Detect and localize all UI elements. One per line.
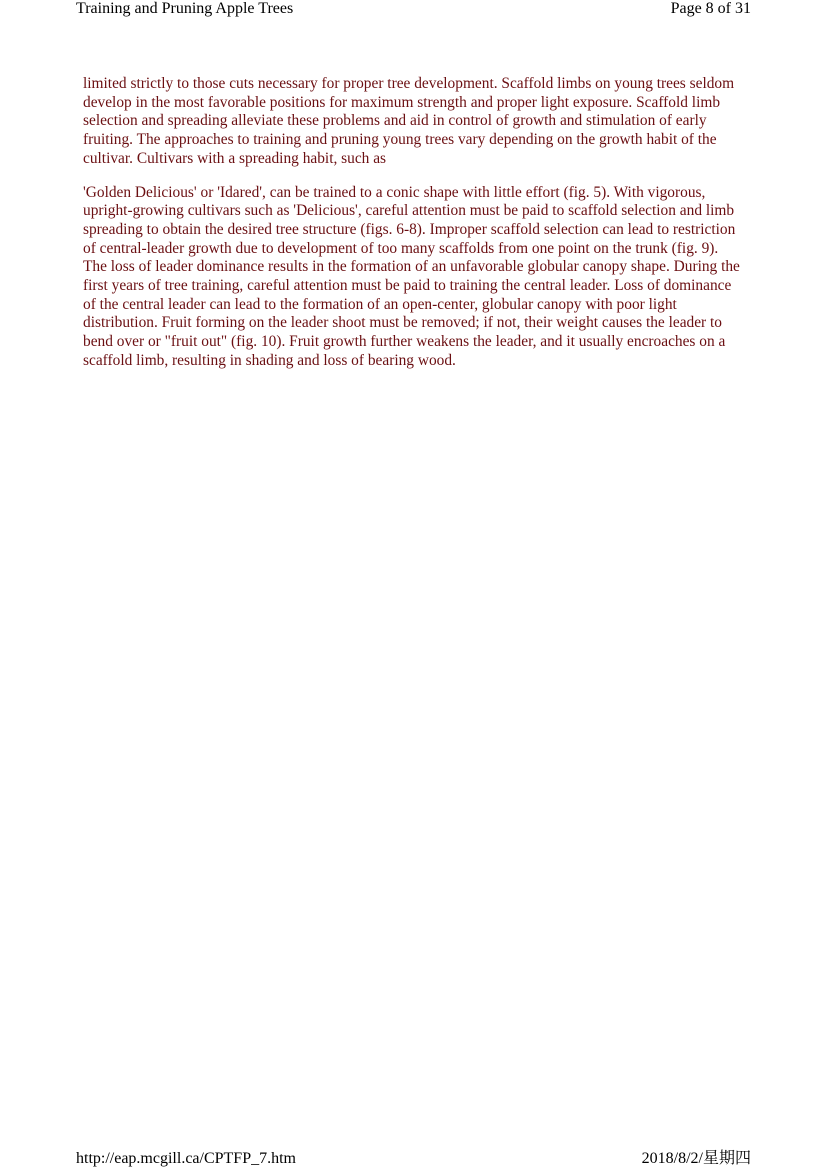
page-number: Page 8 of 31 bbox=[670, 0, 751, 17]
source-url: http://eap.mcgill.ca/CPTFP_7.htm bbox=[76, 1150, 296, 1167]
document-body bbox=[83, 75, 745, 386]
paragraph: 'Golden Delicious' or 'Idared', can be trained to a conic shape with little effort (fig. 5). With vigorous, upright-growing cultivars such as 'Delicious', careful attention must be paid to scaffold selection and limb spreading to obtain the desired tree structure (figs. 6-8). Improper scaffold selection can lead to restriction of central-leader growth due to development of too many scaffolds from one point on the trunk (fig. 9). The loss of leader dominance results in the formation of an unfavorable globular canopy shape. During the first years of tree training, careful attention must be paid to training the central leader. Loss of dominance of the central leader can lead to the formation of an open-center, globular canopy with poor light distribution. Fruit forming on the leader shoot must be removed; if not, their weight causes the leader to bend over or "fruit out" (fig. 10). Fruit growth further weakens the leader, and it usually encroaches on a scaffold limb, resulting in shading and loss of bearing wood. bbox=[83, 183, 740, 369]
paragraph: limited strictly to those cuts necessary for proper tree development. Scaffold limbs on young trees seldom develop in the most favorable positions for maximum strength and proper light exposure. Scaffold limb selection and spreading alleviate these problems and aid in control of growth and stimulation of early fruiting. The approaches to training and pruning young trees vary depending on the growth habit of the cultivar. Cultivars with a spreading habit, such as bbox=[83, 75, 735, 167]
print-date: 2018/8/2/星期四 bbox=[641, 1150, 751, 1167]
document-title: Training and Pruning Apple Trees bbox=[76, 0, 294, 17]
